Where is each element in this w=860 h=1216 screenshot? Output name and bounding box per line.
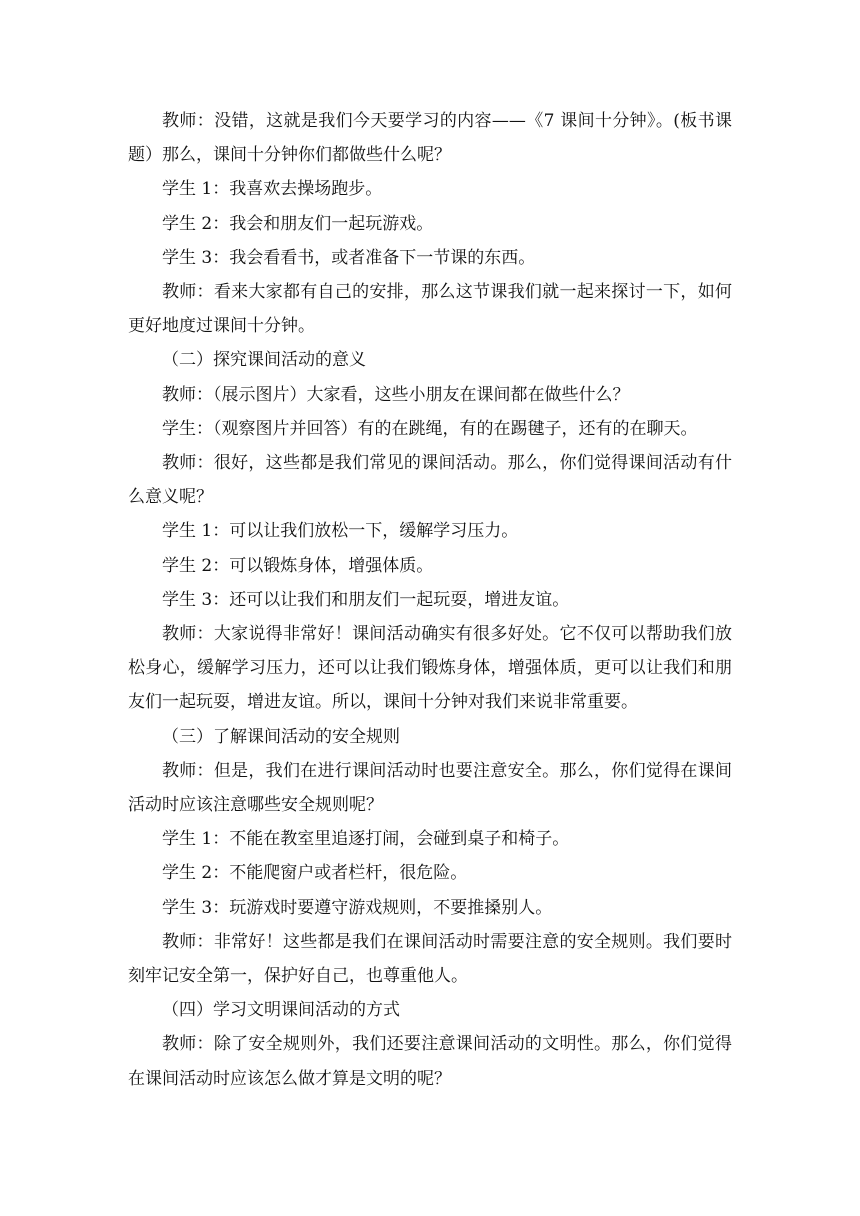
paragraph: 教师：（展示图片）大家看，这些小朋友在课间都在做些什么？ (162, 384, 630, 405)
paragraph: 教师：看来大家都有自己的安排，那么这节课我们就一起来探讨一下，如何更好地度过课间十分钟。 (128, 282, 732, 337)
paragraph: 教师：除了安全规则外，我们还要注意课间活动的文明性。那么，你们觉得在课间活动时应该怎么做才算是文明的呢？ (128, 1034, 732, 1089)
paragraph: 学生 3：玩游戏时要遵守游戏规则，不要推搡别人。 (162, 897, 553, 918)
paragraph: 学生 2：可以锻炼身体，增强体质。 (162, 555, 434, 576)
paragraph: 教师：没错，这就是我们今天要学习的内容——《7 课间十分钟》。(板书课题）那么，课间十分钟你们都做些什么呢？ (128, 111, 732, 166)
section-heading: （二）探究课间活动的意义 (162, 350, 366, 371)
paragraph: 学生 2：我会和朋友们一起玩游戏。 (162, 213, 434, 234)
section-heading: （四）学习文明课间活动的方式 (162, 1000, 400, 1021)
paragraph: 学生 3：还可以让我们和朋友们一起玩耍，增进友谊。 (162, 589, 570, 610)
paragraph: 教师：但是，我们在进行课间活动时也要注意安全。那么，你们觉得在课间活动时应该注意哪些安全规则呢？ (128, 760, 732, 816)
paragraph: 学生 2：不能爬窗户或者栏杆，很危险。 (162, 863, 468, 884)
document-body (128, 104, 732, 1096)
paragraph: 学生 1：我喜欢去操场跑步。 (162, 179, 383, 200)
section-heading: （三）了解课间活动的安全规则 (162, 726, 400, 747)
paragraph: 学生：（观察图片并回答）有的在跳绳，有的在踢毽子，还有的在聊天。 (162, 418, 698, 439)
paragraph: 教师：非常好！这些都是我们在课间活动时需要注意的安全规则。我们要时刻牢记安全第一，保护好自己，也尊重他人。 (128, 931, 732, 987)
paragraph: 教师：很好，这些都是我们常见的课间活动。那么，你们觉得课间活动有什么意义呢？ (128, 453, 732, 508)
paragraph: 学生 1：不能在教室里追逐打闹，会碰到桌子和椅子。 (162, 829, 570, 850)
paragraph: 学生 3：我会看看书，或者准备下一节课的东西。 (162, 247, 536, 268)
paragraph: 学生 1：可以让我们放松一下，缓解学习压力。 (162, 521, 519, 542)
paragraph: 教师：大家说得非常好！课间活动确实有很多好处。它不仅可以帮助我们放松身心，缓解学习压力，还可以让我们锻炼身体，增强体质，更可以让我们和朋友们一起玩耍，增进友谊。所以，课间十分钟对我们来说非常重要。 (128, 624, 732, 713)
